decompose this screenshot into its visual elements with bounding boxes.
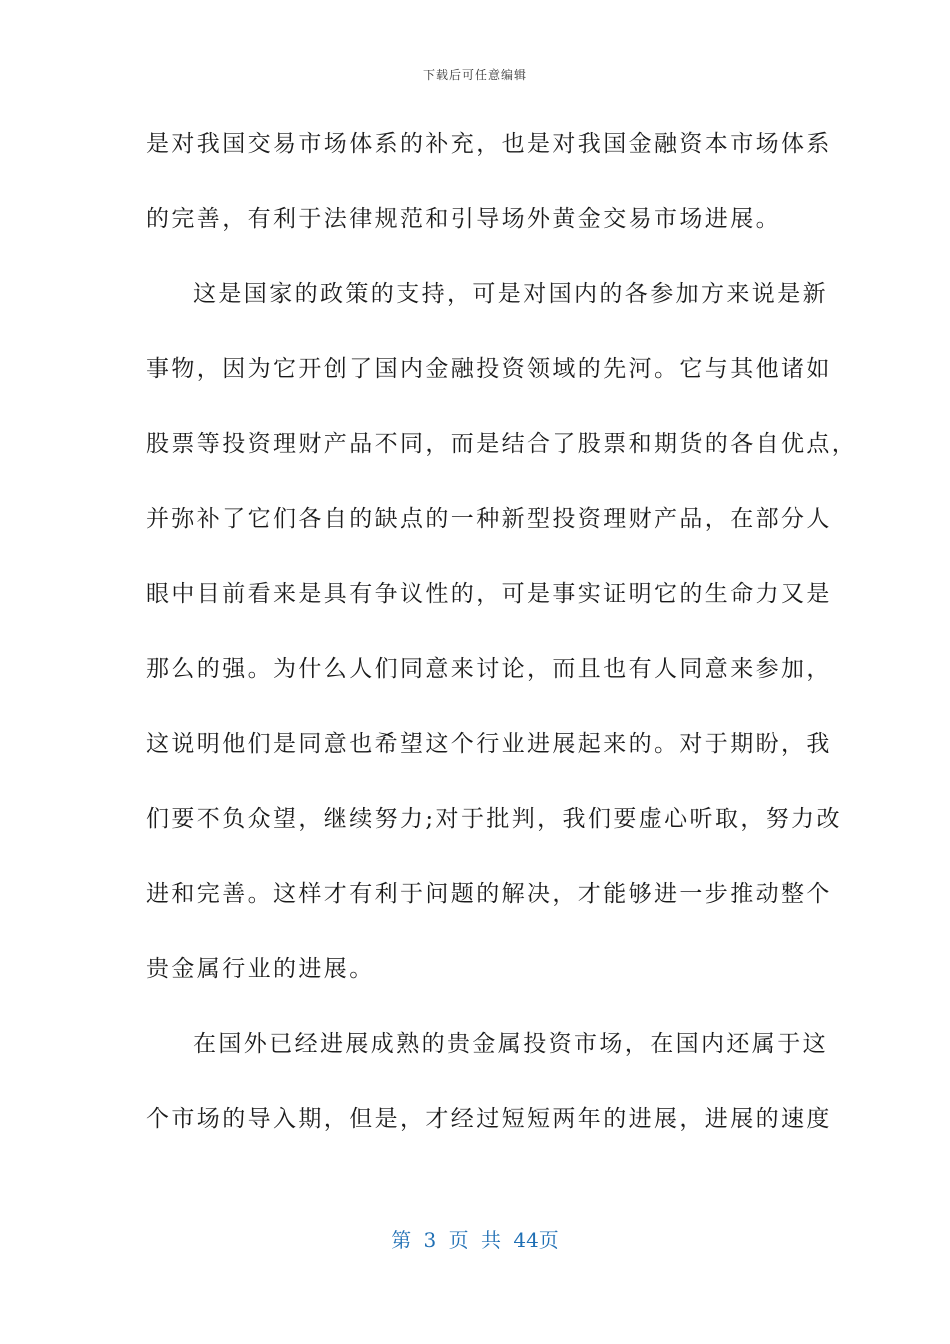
text-line: 个市场的导入期，但是，才经过短短两年的进展，进展的速度 xyxy=(146,1106,832,1132)
text-line: 的完善，有利于法律规范和引导场外黄金交易市场进展。 xyxy=(146,206,781,232)
text-line: 事物，因为它开创了国内金融投资领域的先河。它与其他诸如 xyxy=(146,356,832,382)
text-line: 贵金属行业的进展。 xyxy=(146,956,375,982)
paragraph-first-line: 这是国家的政策的支持，可是对国内的各参加方来说是新 xyxy=(193,281,828,307)
text-line: 们要不负众望，继续努力;对于批判，我们要虚心听取，努力改 xyxy=(146,806,842,832)
paragraph-first-line: 在国外已经进展成熟的贵金属投资市场，在国内还属于这 xyxy=(193,1031,828,1057)
text-line: 眼中目前看来是具有争议性的，可是事实证明它的生命力又是 xyxy=(146,581,832,607)
document-body xyxy=(146,121,858,1171)
text-line: 是对我国交易市场体系的补充，也是对我国金融资本市场体系 xyxy=(146,131,832,157)
page-number-footer: 第 3 页 共 44页 xyxy=(391,1228,559,1252)
page-header: 下载后可任意编辑 xyxy=(422,68,527,82)
text-line: 那么的强。为什么人们同意来讨论，而且也有人同意来参加， xyxy=(146,656,832,682)
text-line: 股票等投资理财产品不同，而是结合了股票和期货的各自优点， xyxy=(146,431,858,457)
text-line: 进和完善。这样才有利于问题的解决，才能够进一步推动整个 xyxy=(146,881,832,907)
text-line: 这说明他们是同意也希望这个行业进展起来的。对于期盼，我 xyxy=(146,731,832,757)
text-line: 并弥补了它们各自的缺点的一种新型投资理财产品，在部分人 xyxy=(146,506,832,532)
